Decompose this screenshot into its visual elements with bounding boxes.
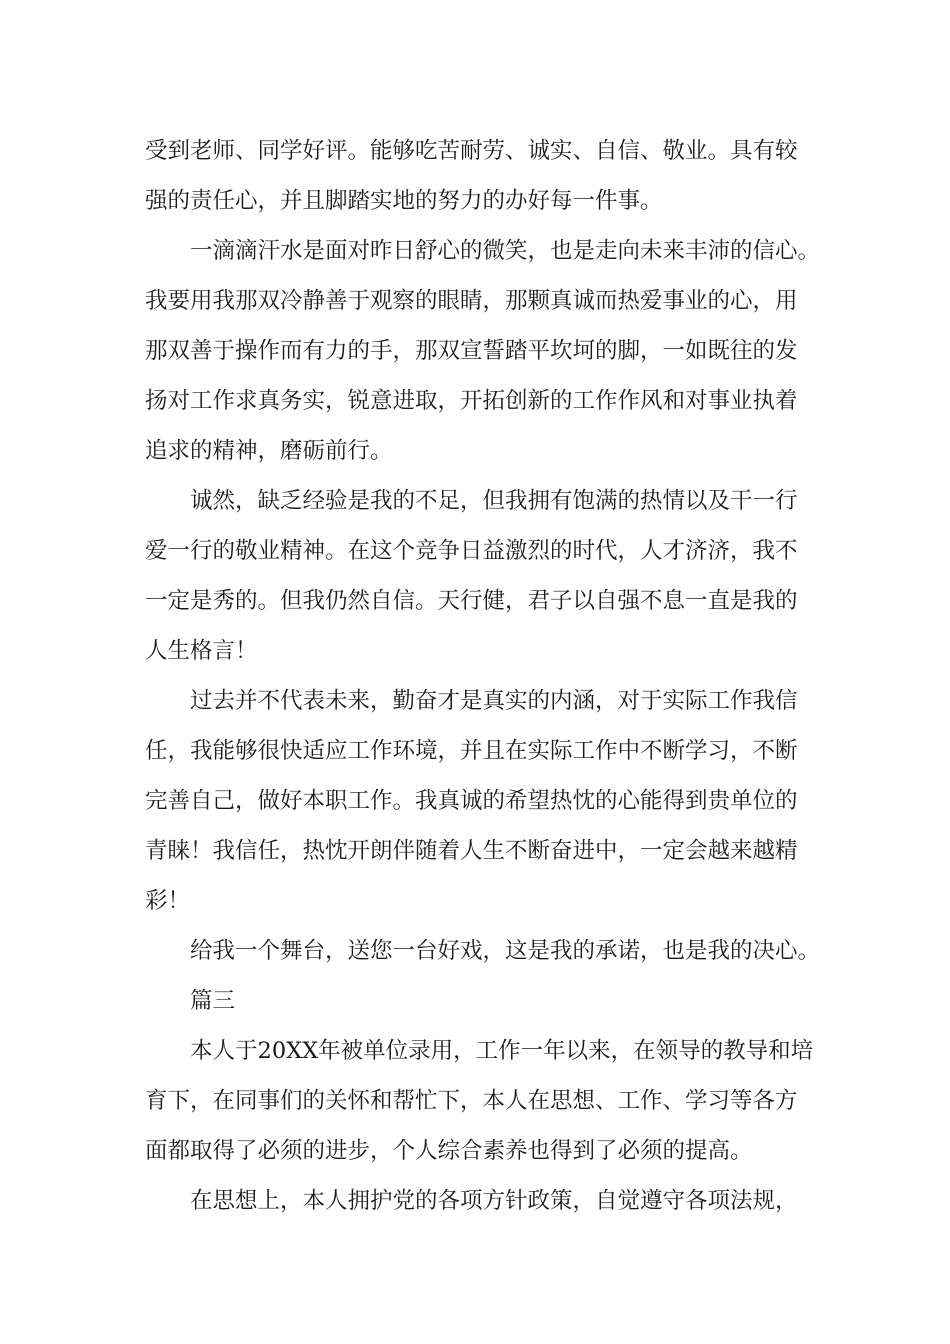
section-heading: 篇三	[190, 988, 236, 1014]
text-line: 诚然，缺乏经验是我的不足，但我拥有饱满的热情以及干一行	[190, 488, 798, 514]
text-line: 一定是秀的。但我仍然自信。天行健，君子以自强不息一直是我的	[145, 588, 798, 614]
text-line: 爱一行的敬业精神。在这个竞争日益激烈的时代，人才济济，我不	[145, 538, 798, 564]
text-line: 受到老师、同学好评。能够吃苦耐劳、诚实、自信、敬业。具有较	[145, 138, 798, 164]
text-line: 那双善于操作而有力的手，那双宣誓踏平坎坷的脚，一如既往的发	[145, 338, 798, 364]
text-line: 扬对工作求真务实，锐意进取，开拓创新的工作作风和对事业执着	[145, 388, 798, 414]
text-line: 青睐！我信任，热忱开朗伴随着人生不断奋进中，一定会越来越精	[145, 838, 798, 864]
text-line: 过去并不代表未来，勤奋才是真实的内涵，对于实际工作我信	[190, 688, 798, 714]
text-line: 人生格言！	[145, 638, 258, 664]
text-line: 追求的精神，磨砺前行。	[145, 438, 393, 464]
text-line: 在思想上，本人拥护党的各项方针政策，自觉遵守各项法规，	[190, 1188, 798, 1214]
text-line: 完善自己，做好本职工作。我真诚的希望热忱的心能得到贵单位的	[145, 788, 798, 814]
text-line: 彩！	[145, 888, 191, 914]
document-body	[145, 126, 825, 1226]
text-line: 任，我能够很快适应工作环境，并且在实际工作中不断学习，不断	[145, 738, 798, 764]
text-line: 育下，在同事们的关怀和帮忙下，本人在思想、工作、学习等各方	[145, 1088, 798, 1114]
text-line: 我要用我那双冷静善于观察的眼睛，那颗真诚而热爱事业的心，用	[145, 288, 798, 314]
text-line: 本人于20XX年被单位录用，工作一年以来，在领导的教导和培	[190, 1038, 814, 1064]
text-line: 强的责任心，并且脚踏实地的努力的办好每一件事。	[145, 188, 663, 214]
text-line: 面都取得了必须的进步，个人综合素养也得到了必须的提高。	[145, 1138, 753, 1164]
text-line: 一滴滴汗水是面对昨日舒心的微笑，也是走向未来丰沛的信心。	[190, 238, 821, 264]
text-line: 给我一个舞台，送您一台好戏，这是我的承诺，也是我的决心。	[190, 938, 821, 964]
